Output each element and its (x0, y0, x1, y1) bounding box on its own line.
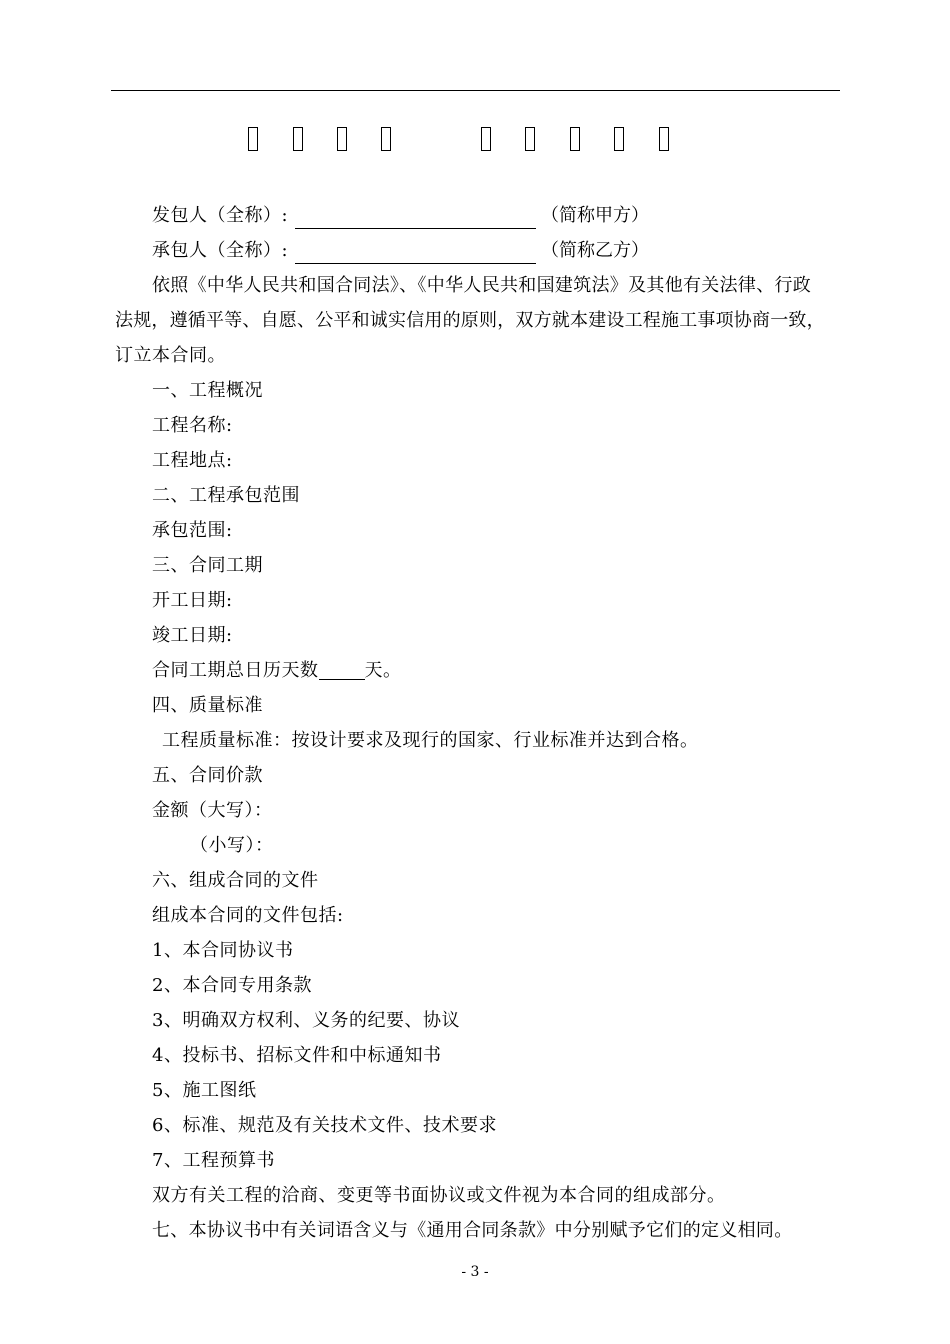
preamble-line-1: 依照《中华人民共和国合同法》、《中华人民共和国建筑法》及其他有关法律、行政 (152, 275, 812, 296)
title-glyph-box (659, 127, 669, 151)
party-a-note: （简称甲方） (541, 205, 649, 226)
documents-intro: 组成本合同的文件包括: (152, 905, 344, 926)
quality-standard-text: 工程质量标准：按设计要求及现行的国家、行业标准并达到合格。 (162, 730, 699, 751)
document-title (0, 127, 950, 157)
section-2-heading: 二、工程承包范围 (152, 485, 300, 506)
total-days-prefix: 合同工期总日历天数 (152, 660, 319, 681)
party-b-label: 承包人（全称）: (152, 240, 289, 261)
title-glyph-box (293, 127, 303, 151)
title-glyph-box (614, 127, 624, 151)
project-name-label: 工程名称: (152, 415, 233, 436)
party-a-row (152, 204, 288, 228)
party-a-label: 发包人（全称）: (152, 205, 289, 226)
total-days-suffix: 天。 (364, 660, 402, 681)
section-5-heading: 五、合同价款 (152, 765, 263, 786)
title-glyph-box (337, 127, 347, 151)
page-number: - 3 - (461, 1264, 489, 1280)
title-glyph-box (525, 127, 535, 151)
title-glyph-box (248, 127, 258, 151)
document-list-item: 6、标准、规范及有关技术文件、技术要求 (152, 1115, 497, 1136)
document-list-item: 3、明确双方权利、义务的纪要、协议 (152, 1010, 460, 1031)
party-b-row (152, 239, 288, 263)
end-date-label: 竣工日期: (152, 625, 233, 646)
document-list-item: 1、本合同协议书 (152, 940, 294, 961)
section-7-text: 七、本协议书中有关词语含义与《通用合同条款》中分别赋予它们的定义相同。 (152, 1220, 793, 1241)
section-3-heading: 三、合同工期 (152, 555, 263, 576)
documents-closing: 双方有关工程的洽商、变更等书面协议或文件视为本合同的组成部分。 (152, 1185, 726, 1206)
document-list-item: 7、工程预算书 (152, 1150, 275, 1171)
title-glyph-box (381, 127, 391, 151)
section-6-heading: 六、组成合同的文件 (152, 870, 319, 891)
scope-label: 承包范围: (152, 520, 233, 541)
project-location-label: 工程地点: (152, 450, 233, 471)
party-a-name-field[interactable] (295, 208, 536, 229)
party-b-note: （简称乙方） (541, 240, 649, 261)
title-glyph-box (481, 127, 491, 151)
preamble-line-2: 法规，遵循平等、自愿、公平和诚实信用的原则，双方就本建设工程施工事项协商一致， (115, 310, 825, 331)
document-list-item: 5、施工图纸 (152, 1080, 257, 1101)
document-list-item: 2、本合同专用条款 (152, 975, 312, 996)
amount-upper-label: 金额（大写）： (152, 800, 273, 821)
document-list-item: 4、投标书、招标文件和中标通知书 (152, 1045, 442, 1066)
title-glyph-box (570, 127, 580, 151)
section-1-heading: 一、工程概况 (152, 380, 263, 401)
amount-lower-label: （小写）： (190, 835, 274, 856)
section-4-heading: 四、质量标准 (152, 695, 263, 716)
total-days-row (152, 659, 402, 683)
party-b-name-field[interactable] (295, 243, 536, 264)
start-date-label: 开工日期: (152, 590, 233, 611)
preamble-line-3: 订立本合同。 (115, 345, 226, 366)
total-days-field[interactable] (319, 659, 365, 680)
header-rule (111, 90, 840, 91)
